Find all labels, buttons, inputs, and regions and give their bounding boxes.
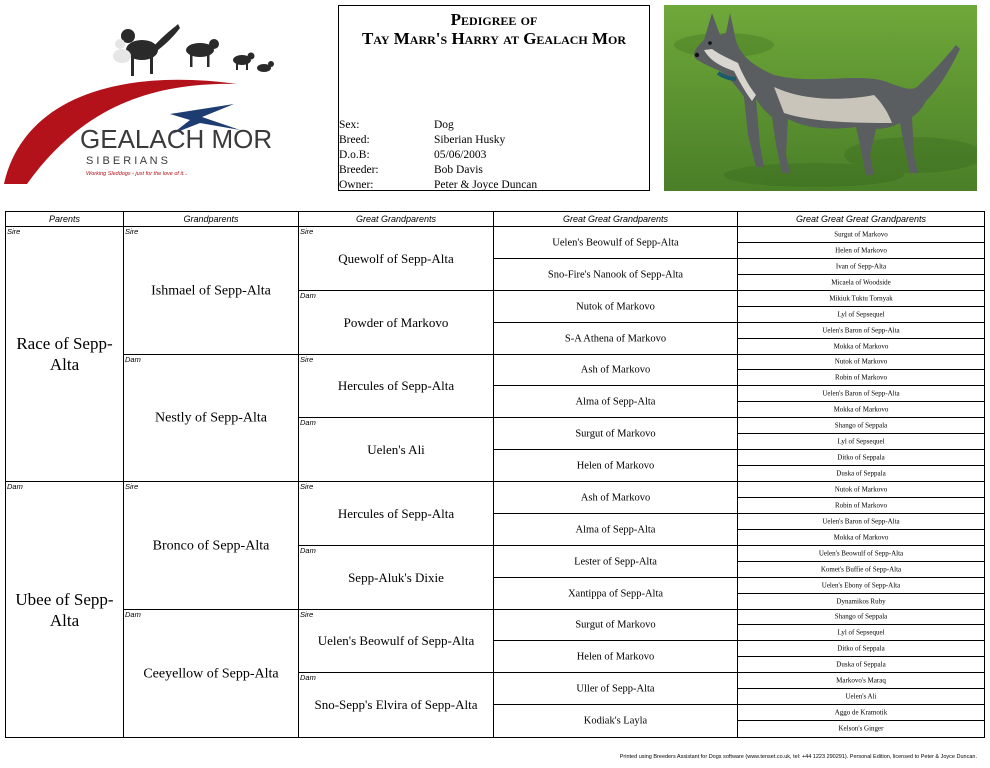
dog-name: Uelen's Ali <box>367 441 425 457</box>
ggg-grandparent-cell <box>738 291 984 307</box>
gg-grandparent-cell <box>494 705 738 737</box>
gg-grandparent-cell <box>494 673 738 705</box>
ggg-grandparent-cell <box>738 562 984 578</box>
dog-name: Kodiak's Layla <box>583 715 648 727</box>
great-grandparent-cell <box>299 673 494 737</box>
ggg-grandparent-cell <box>738 594 984 610</box>
sire-label: Sire <box>7 227 21 236</box>
dog-name: Uelen's Ali <box>845 692 877 700</box>
dog-details <box>339 118 649 193</box>
ggg-grandparent-cell <box>738 339 984 355</box>
detail-label: Owner: <box>339 179 374 191</box>
logo-subtitle: S I B E R I A N S <box>86 155 168 167</box>
dog-name: Ditko of Seppala <box>837 453 885 461</box>
pedigree-table <box>5 211 985 738</box>
dog-name: Robin of Markovo <box>834 501 888 509</box>
ggg-grandparent-cell <box>738 307 984 323</box>
sire-label: Sire <box>125 227 139 236</box>
dog-name: Ash of Markovo <box>580 364 651 376</box>
sire-label: Sire <box>300 227 314 236</box>
gg-grandparent-cell <box>494 418 738 450</box>
dog-name: Uelen's Baron of Sepp-Alta <box>822 326 900 334</box>
dog-name: Uelen's Beowulf of Sepp-Alta <box>818 549 904 557</box>
ggg-grandparent-cell <box>738 386 984 402</box>
detail-label: Breeder: <box>339 164 379 176</box>
dog-name: Shango of Seppala <box>834 612 888 621</box>
dog-name: Mokka of Markovo <box>833 342 889 350</box>
detail-row <box>339 118 649 133</box>
dog-name: Alma of Sepp-Alta <box>575 524 656 535</box>
dog-name: Ubee of Sepp-Alta <box>15 589 114 630</box>
ggg-grandparent-cell <box>738 689 984 705</box>
grandparent-cell <box>124 482 299 610</box>
great-grandparent-cell <box>299 610 494 673</box>
column-header: Parents <box>6 212 124 227</box>
grandparent-cell <box>124 610 299 737</box>
dog-name: Micaela of Woodside <box>831 278 891 286</box>
dog-name: Nutok of Markovo <box>834 485 888 493</box>
ggg-grandparent-cell <box>738 466 984 482</box>
detail-row <box>339 178 649 193</box>
dog-name: Ditko of Seppala <box>837 644 885 652</box>
pedigree-title <box>339 6 649 48</box>
gg-grandparent-cell <box>494 610 738 641</box>
detail-value: Peter & Joyce Duncan <box>434 179 538 191</box>
parent-cell <box>6 482 124 737</box>
great-grandparent-cell <box>299 227 494 291</box>
ggg-grandparent-cell <box>738 530 984 546</box>
dog-name: Uelen's Baron of Sepp-Alta <box>822 517 900 525</box>
gg-grandparent-cell <box>494 259 738 291</box>
column-header: Great Great Great Grandparents <box>738 212 984 227</box>
dog-name: Duska of Seppala <box>836 660 886 668</box>
detail-value: Bob Davis <box>434 164 483 176</box>
ggg-grandparent-cell <box>738 402 984 418</box>
ggg-grandparent-cell <box>738 705 984 721</box>
dog-name: Uelen's Beowulf of Sepp-Alta <box>552 237 679 248</box>
detail-value: 05/06/2003 <box>434 149 487 161</box>
dog-name: Powder of Markovo <box>343 314 449 330</box>
logo-name: GEALACH MOR <box>80 124 273 154</box>
gg-grandparent-cell <box>494 514 738 546</box>
ggg-grandparent-cell <box>738 610 984 625</box>
ggg-grandparent-cell <box>738 355 984 370</box>
dog-name: Hercules of Sepp-Alta <box>337 505 455 521</box>
dog-name: Robin of Markovo <box>834 373 888 381</box>
dog-name: Mokka of Markovo <box>833 533 889 541</box>
dog-name: Quewolf of Sepp-Alta <box>338 250 454 266</box>
dog-name: Nutok of Markovo <box>834 357 888 366</box>
gg-grandparent-cell <box>494 482 738 514</box>
dog-name: Lyl of Sepsequel <box>837 437 885 445</box>
column-header: Grandparents <box>124 212 299 227</box>
dog-name-title: Tay Marr's Harry at Gealach Mor <box>361 29 627 48</box>
dog-name: Markovo's Maraq <box>836 676 886 684</box>
dog-name: Aggo de Kramotik <box>834 708 888 716</box>
dog-name: Race of Sepp-Alta <box>16 334 113 374</box>
gg-grandparent-cell <box>494 450 738 482</box>
dog-name: Nutok of Markovo <box>576 301 655 312</box>
dog-name: Uelen's Baron of Sepp-Alta <box>822 389 900 397</box>
ggg-grandparent-cell <box>738 625 984 641</box>
gg-grandparent-cell <box>494 291 738 323</box>
dog-name: Surgut of Markovo <box>575 619 656 631</box>
sire-label: Sire <box>300 482 314 491</box>
grandparent-cell <box>124 227 299 355</box>
dam-label: Dam <box>7 482 23 491</box>
dog-name: Duska of Seppala <box>836 469 886 477</box>
dog-name: S-A Athena of Markovo <box>564 333 667 344</box>
sire-label: Sire <box>125 482 139 491</box>
dog-name: Mikiuk Tuktu Tornyak <box>829 294 893 302</box>
detail-label: Sex: <box>339 119 360 131</box>
gg-grandparent-cell <box>494 641 738 673</box>
dog-name: Lyl of Sepsequel <box>837 628 885 636</box>
ggg-grandparent-cell <box>738 434 984 450</box>
detail-row <box>339 163 649 178</box>
dog-name: Komet's Buffie of Sepp-Alta <box>820 565 902 573</box>
great-grandparent-cell <box>299 291 494 355</box>
great-grandparent-cell <box>299 482 494 546</box>
detail-row <box>339 148 649 163</box>
dog-name: Ivan of Sepp-Alta <box>835 262 887 270</box>
title-line-1: Pedigree of <box>450 10 538 29</box>
ggg-grandparent-cell <box>738 546 984 562</box>
gg-grandparent-cell <box>494 386 738 418</box>
dog-name: Helen of Markovo <box>835 246 887 254</box>
great-grandparent-cell <box>299 355 494 418</box>
dog-name: Helen of Markovo <box>576 460 655 471</box>
detail-label: D.o.B: <box>339 149 370 161</box>
parent-cell <box>6 227 124 482</box>
dog-name: Uelen's Ebony of Sepp-Alta <box>821 581 901 589</box>
gg-grandparent-cell <box>494 227 738 259</box>
ggg-grandparent-cell <box>738 323 984 339</box>
gg-grandparent-cell <box>494 578 738 610</box>
column-header: Great Grandparents <box>299 212 494 227</box>
ggg-grandparent-cell <box>738 673 984 689</box>
dog-name: Shango of Seppala <box>834 421 888 429</box>
dog-name: Helen of Markovo <box>576 651 655 662</box>
detail-row <box>339 133 649 148</box>
detail-value: Dog <box>434 119 454 131</box>
ggg-grandparent-cell <box>738 259 984 275</box>
ggg-grandparent-cell <box>738 275 984 291</box>
ggg-grandparent-cell <box>738 450 984 466</box>
dam-label: Dam <box>300 546 316 555</box>
detail-label: Breed: <box>339 134 370 146</box>
dog-name: Surgut of Markovo <box>834 230 888 238</box>
dog-name: Xantippa of Sepp-Alta <box>567 588 664 599</box>
dog-name: Ishmael of Sepp-Alta <box>151 283 271 298</box>
ggg-grandparent-cell <box>738 514 984 530</box>
dog-name: Alma of Sepp-Alta <box>575 396 656 407</box>
dog-name: Hercules of Sepp-Alta <box>337 378 455 393</box>
ggg-grandparent-cell <box>738 482 984 498</box>
ggg-grandparent-cell <box>738 641 984 657</box>
dog-name: Bronco of Sepp-Alta <box>152 538 270 553</box>
dam-label: Dam <box>300 673 316 682</box>
gg-grandparent-cell <box>494 546 738 578</box>
dog-photo <box>664 5 977 191</box>
dog-name: Ceeyellow of Sepp-Alta <box>143 666 279 681</box>
dam-label: Dam <box>125 355 141 364</box>
dam-label: Dam <box>300 418 316 427</box>
dog-name: Ash of Markovo <box>580 492 651 503</box>
kennel-logo <box>2 22 314 190</box>
dog-name: Lyl of Sepsequel <box>837 310 885 318</box>
dog-name: Surgut of Markovo <box>575 428 656 439</box>
gg-grandparent-cell <box>494 355 738 386</box>
sire-label: Sire <box>300 355 314 364</box>
dam-label: Dam <box>300 291 316 300</box>
ggg-grandparent-cell <box>738 370 984 386</box>
dog-name: Sno-Fire's Nanook of Sepp-Alta <box>547 269 684 280</box>
dog-name: Kelson's Ginger <box>838 724 884 733</box>
dog-name: Nestly of Sepp-Alta <box>155 410 267 426</box>
detail-value: Siberian Husky <box>434 134 506 146</box>
ggg-grandparent-cell <box>738 657 984 673</box>
dog-name: Mokka of Markovo <box>833 405 889 413</box>
great-grandparent-cell <box>299 418 494 482</box>
dog-name: Uelen's Beowulf of Sepp-Alta <box>317 633 475 648</box>
ggg-grandparent-cell <box>738 227 984 243</box>
great-grandparent-cell <box>299 546 494 610</box>
ggg-grandparent-cell <box>738 243 984 259</box>
ggg-grandparent-cell <box>738 498 984 514</box>
gg-grandparent-cell <box>494 323 738 355</box>
dog-name: Lester of Sepp-Alta <box>574 556 657 567</box>
column-header: Great Great Grandparents <box>494 212 738 227</box>
ggg-grandparent-cell <box>738 721 984 737</box>
dog-name: Sno-Sepp's Elvira of Sepp-Alta <box>314 697 478 712</box>
pedigree-title-box <box>338 5 650 191</box>
ggg-grandparent-cell <box>738 418 984 434</box>
dog-name: Dynamikos Ruby <box>836 597 886 605</box>
footer-credits: Printed using Breeders Assistant for Dogs software (www.tenset.co.uk, tel: +44 1223 290291). Personal Edition, licensed to Peter & Joyce Duncan. <box>619 754 977 760</box>
ggg-grandparent-cell <box>738 578 984 594</box>
dam-label: Dam <box>125 610 141 619</box>
dog-name: Sepp-Aluk's Dixie <box>348 569 444 585</box>
grandparent-cell <box>124 355 299 482</box>
sire-label: Sire <box>300 610 314 619</box>
logo-tagline: Working Sleddogs - just for the love of it... <box>86 171 188 177</box>
dog-name: Uller of Sepp-Alta <box>576 683 655 694</box>
